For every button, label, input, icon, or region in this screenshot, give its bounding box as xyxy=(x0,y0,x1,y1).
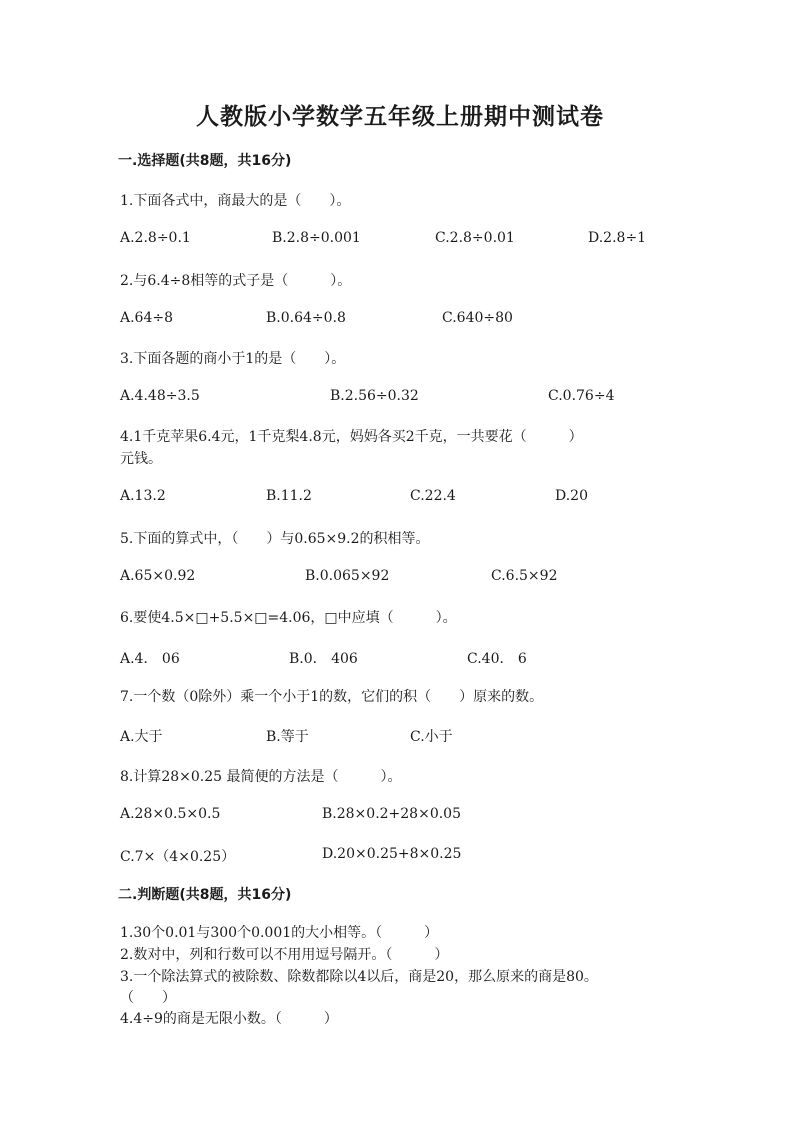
judgement-4: 4.4÷9的商是无限小数。（ ） xyxy=(120,1011,338,1027)
option-b: B.2.56÷0.32 xyxy=(330,388,419,404)
question-4-options xyxy=(0,488,800,510)
option-a: A.64÷8 xyxy=(120,310,174,326)
option-a: A.2.8÷0.1 xyxy=(120,230,191,246)
question-5-options xyxy=(0,568,800,590)
judgement-3-line-1: 3.一个除法算式的被除数、除数都除以4以后，商是20，那么原来的商是80。 xyxy=(120,969,598,985)
option-a: A.13.2 xyxy=(120,488,166,504)
question-2: 2.与6.4÷8相等的式子是（ ）。 xyxy=(120,273,352,289)
section-heading-choice: 一.选择题(共8题，共16分) xyxy=(118,153,292,169)
option-b: B.28×0.2+28×0.05 xyxy=(322,806,461,822)
option-a: A.4． 06 xyxy=(120,651,180,667)
question-8-options-row-1 xyxy=(0,806,800,828)
option-a: A.4.48÷3.5 xyxy=(120,388,200,404)
option-b: B.2.8÷0.001 xyxy=(272,230,361,246)
option-c: C.40． 6 xyxy=(467,651,527,667)
option-d: D.20 xyxy=(555,488,588,504)
option-b: B.等于 xyxy=(266,729,309,745)
question-2-options xyxy=(0,310,800,332)
option-b: B.11.2 xyxy=(266,488,312,504)
option-c: C.小于 xyxy=(410,729,453,745)
question-8: 8.计算28×0.25 最简便的方法是（ ）。 xyxy=(120,769,402,785)
question-4-line-2: 元钱。 xyxy=(120,451,162,467)
judgement-1: 1.30个0.01与300个0.001的大小相等。（ ） xyxy=(120,925,439,941)
option-a: A.28×0.5×0.5 xyxy=(120,806,221,822)
option-c: C.22.4 xyxy=(410,488,456,504)
judgement-3-line-2: （ ） xyxy=(120,990,176,1006)
option-b: B.0． 406 xyxy=(289,651,358,667)
option-b: B.0.64÷0.8 xyxy=(266,310,346,326)
option-a: A.大于 xyxy=(120,729,163,745)
option-c: C.6.5×92 xyxy=(491,568,558,584)
question-7: 7.一个数（0除外）乘一个小于1的数，它们的积（ ）原来的数。 xyxy=(120,689,544,705)
section-heading-judgement: 二.判断题(共8题，共16分) xyxy=(118,887,292,903)
option-c: C.2.8÷0.01 xyxy=(435,230,515,246)
question-3-options xyxy=(0,388,800,410)
judgement-2: 2.数对中，列和行数可以不用用逗号隔开。（ ） xyxy=(120,947,449,963)
question-1-options xyxy=(0,230,800,252)
option-c: C.0.76÷4 xyxy=(548,388,615,404)
option-c: C.640÷80 xyxy=(442,310,513,326)
option-b: B.0.065×92 xyxy=(305,568,390,584)
question-6: 6.要使4.5×□+5.5×□=4.06，□中应填（ ）。 xyxy=(120,610,457,626)
page-title: 人教版小学数学五年级上册期中测试卷 xyxy=(196,104,604,130)
option-c: C.7×（4×0.25） xyxy=(120,849,236,865)
option-a: A.65×0.92 xyxy=(120,568,196,584)
question-1: 1.下面各式中，商最大的是（ ）。 xyxy=(120,193,351,209)
question-4-line-1: 4.1千克苹果6.4元，1千克梨4.8元，妈妈各买2千克，一共要花（ ） xyxy=(120,429,583,445)
option-d: D.2.8÷1 xyxy=(588,230,647,246)
question-3: 3.下面各题的商小于1的是（ ）。 xyxy=(120,351,346,367)
question-6-options xyxy=(0,648,800,670)
question-8-options-row-2 xyxy=(0,846,800,868)
question-7-options xyxy=(0,726,800,748)
option-d: D.20×0.25+8×0.25 xyxy=(322,846,462,862)
question-5: 5.下面的算式中，（ ）与0.65×9.2的积相等。 xyxy=(120,531,430,547)
